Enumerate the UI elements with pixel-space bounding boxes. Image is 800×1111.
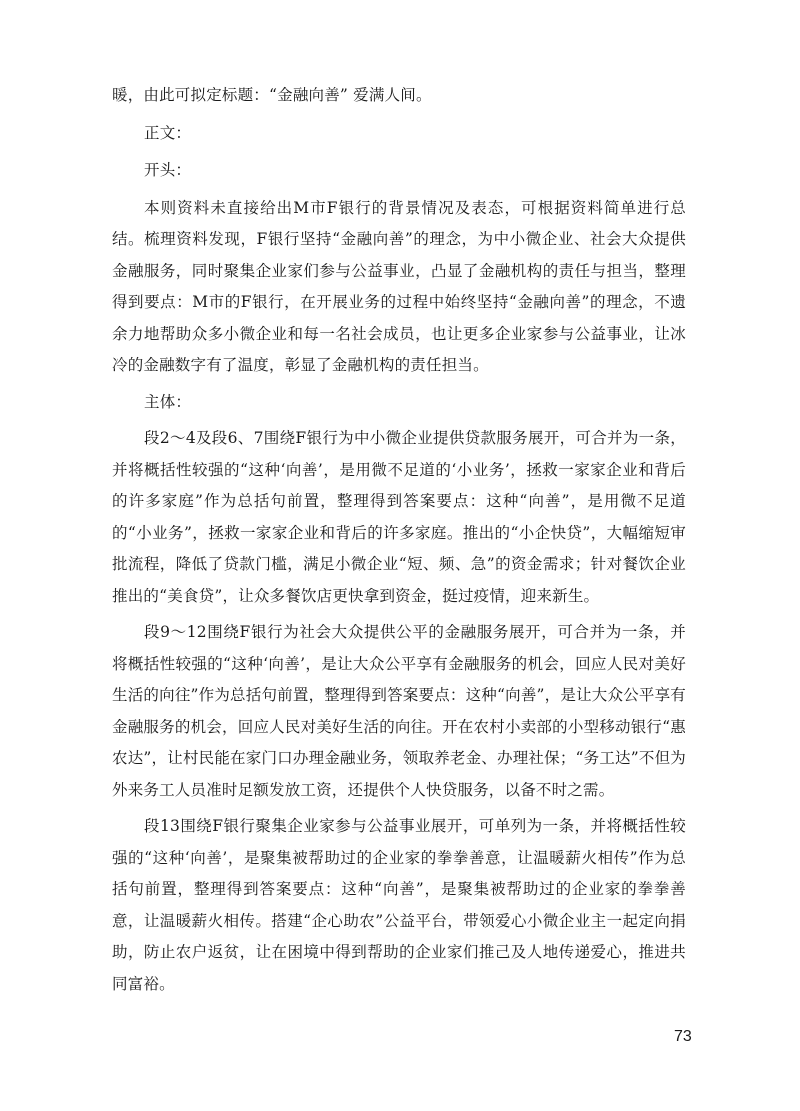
paragraph-label-kaitou: 开头：: [144, 161, 192, 179]
paragraph-title-line: 暖，由此可拟定标题：“金融向善” 爱满人间。: [112, 86, 432, 104]
paragraph-label-zhuti: 主体：: [144, 392, 192, 411]
body-text: [112, 80, 686, 1000]
paragraph-body-3: 段13围绕F银行聚集企业家参与公益事业展开，可单列为一条，并将概括性较强的“这种‘向善’，是聚集被帮助过的企业家的拳拳善意，让温暖薪火相传”作为总括句前置，整理得到答案要点：这种“向善”，是聚集被帮助过的企业家的拳拳善意，让温暖薪火相传。搭建“企心助农”公益平台，带领爱心小微企业主一起定向捐助，防止农户返贫，让在困境中得到帮助的企业家们推己及人地传递爱心，推进共同富裕。: [112, 817, 686, 993]
paragraph-opening: 本则资料未直接给出M市F银行的背景情况及表态，可根据资料简单进行总结。梳理资料发现，F银行坚持“金融向善”的理念，为中小微企业、社会大众提供金融服务，同时聚集企业家们参与公益事业，凸显了金融机构的责任与担当，整理得到要点：M市的F银行，在开展业务的过程中始终坚持“金融向善”的理念，不遗余力地帮助众多小微企业和每一名社会成员，也让更多企业家参与公益事业，让冰冷的金融数字有了温度，彰显了金融机构的责任担当。: [112, 198, 686, 374]
paragraph-body-1: 段2～4及段6、7围绕F银行为中小微企业提供贷款服务展开，可合并为一条，并将概括性较强的“这种‘向善’，是用微不足道的‘小业务’，拯救一家家企业和背后的许多家庭”作为总括句前置，整理得到答案要点：这种“向善”，是用微不足道的“小业务”，拯救一家家企业和背后的许多家庭。推出的“小企快贷”，大幅缩短审批流程，降低了贷款门槛，满足小微企业“短、频、急”的资金需求；针对餐饮企业推出的“美食贷”，让众多餐饮店更快拿到资金，挺过疫情，迎来新生。: [112, 429, 686, 605]
paragraph-body-2: 段9～12围绕F银行为社会大众提供公平的金融服务展开，可合并为一条，并将概括性较强的“这种‘向善’，是让大众公平享有金融服务的机会，回应人民对美好生活的向往”作为总括句前置，整理得到答案要点：这种“向善”，是让大众公平享有金融服务的机会，回应人民对美好生活的向往。开在农村小卖部的小型移动银行“惠农达”，让村民能在家门口办理金融业务，领取养老金、办理社保；“务工达”不但为外来务工人员准时足额发放工资，还提供个人快贷服务，以备不时之需。: [112, 623, 686, 799]
paragraph-label-zhengwen: 正文：: [144, 123, 192, 142]
page-number: 73: [674, 1028, 692, 1045]
